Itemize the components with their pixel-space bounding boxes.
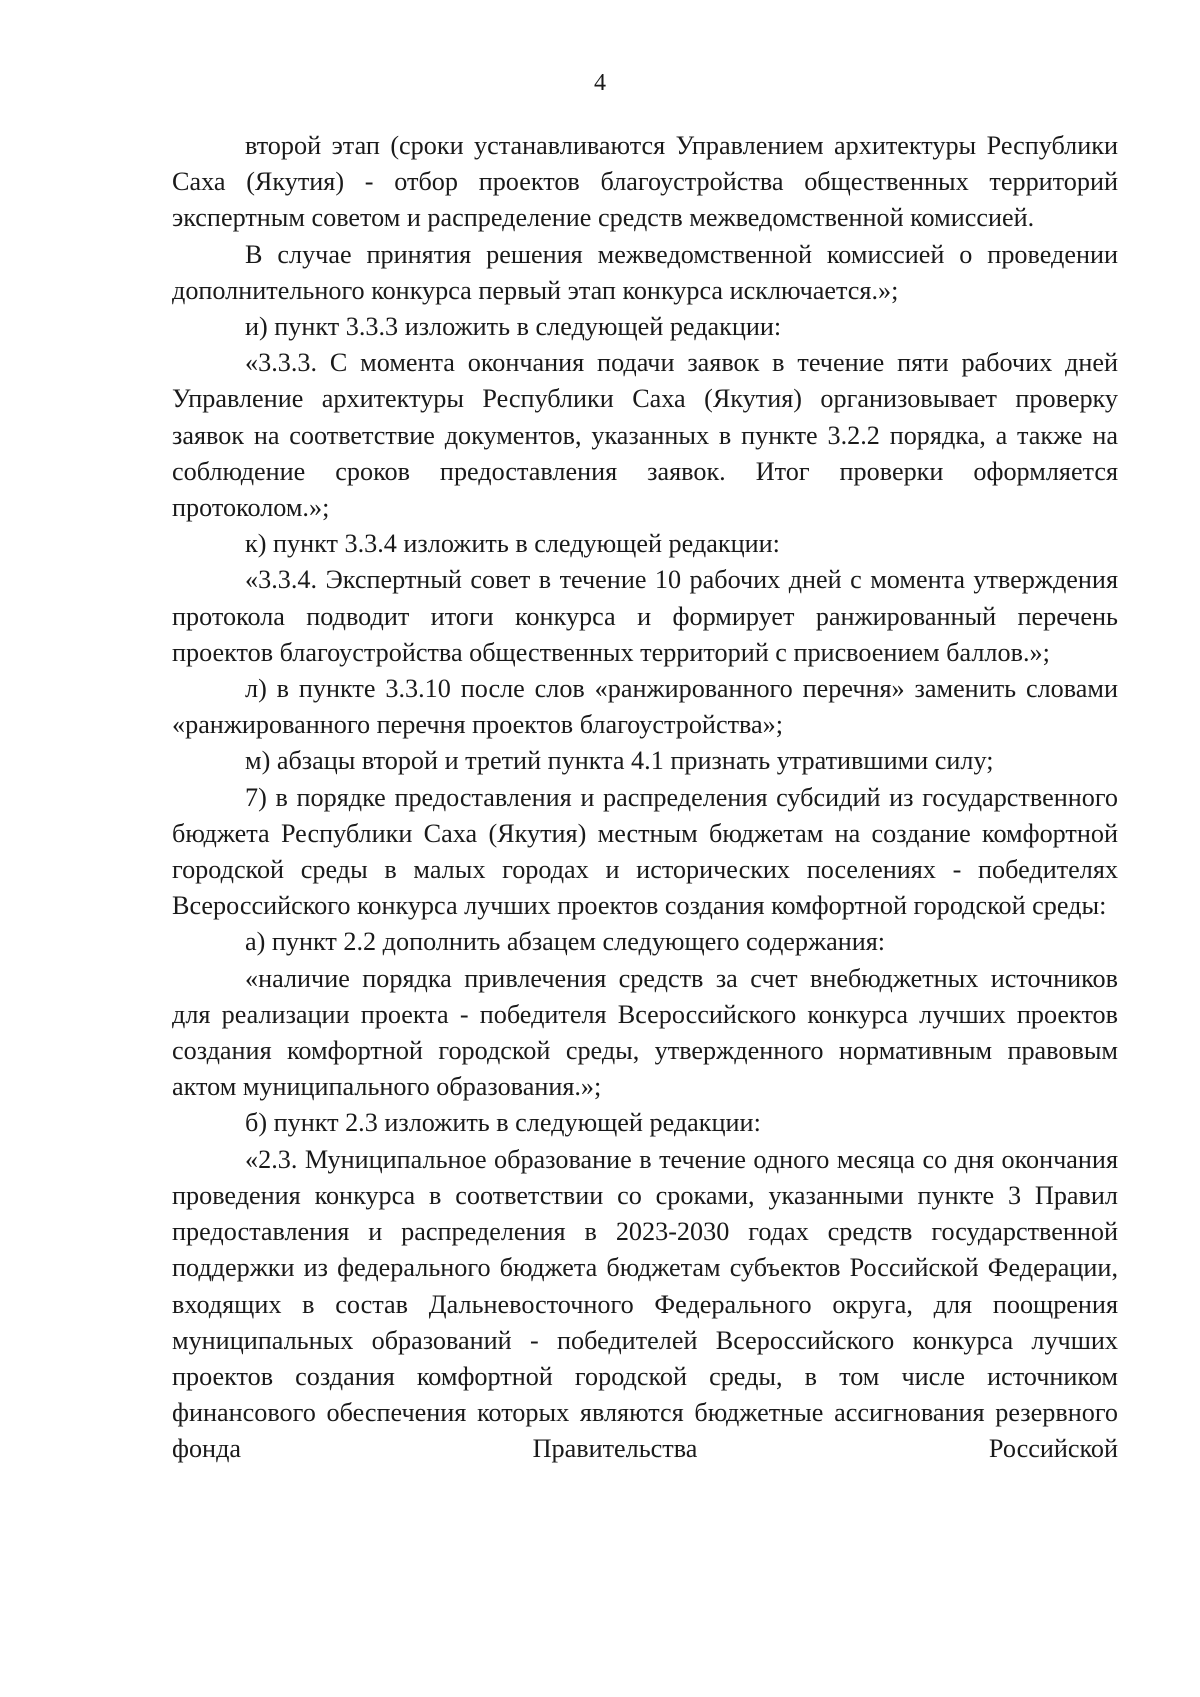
- paragraph-additional-contest: В случае принятия решения межведомственной комиссией о проведении дополнительного конкурса первый этап конкурса исключается.»;: [172, 239, 1118, 305]
- paragraph-item-i: и) пункт 3.3.3 изложить в следующей редакции:: [245, 312, 782, 342]
- paragraph-item-7: 7) в порядке предоставления и распределения субсидий из государственного бюджета Республики Саха (Якутия) местным бюджетам на создание комфортной городской среды в малых городах и исторических поселениях - победителях Всероссийского конкурса лучших проектов создания комфортной городской среды:: [172, 782, 1118, 921]
- paragraph-availability: «наличие порядка привлечения средств за счет внебюджетных источников для реализации проекта - победителя Всероссийского конкурса лучших проектов создания комфортной городской среды, утвержденного нормативным правовым актом муниципального образования.»;: [172, 963, 1118, 1102]
- paragraph-item-m: м) абзацы второй и третий пункта 4.1 признать утратившими силу;: [245, 746, 994, 776]
- page-number: 4: [594, 70, 606, 96]
- paragraph-second-stage: второй этап (сроки устанавливаются Управлением архитектуры Республики Саха (Якутия) - отбор проектов благоустройства общественных территорий экспертным советом и распределение средств межведомственной комиссией.: [172, 131, 1118, 233]
- paragraph-clause-2-3: «2.3. Муниципальное образование в течение одного месяца со дня окончания проведения конкурса в соответствии со сроками, указанными пункте 3 Правил предоставления и распределения в 2023-2030 годах средств государственной поддержки из федерального бюджета бюджетам субъектов Российской Федерации, входящих в состав Дальневосточного Федерального округа, для поощрения муниципальных образований - победителей Всероссийского конкурса лучших проектов создания комфортной городской среды, в том числе источником финансового обеспечения которых являются бюджетные ассигнования резервного фонда Правительства Российской: [172, 1144, 1118, 1464]
- paragraph-item-k: к) пункт 3.3.4 изложить в следующей редакции:: [245, 529, 780, 559]
- paragraph-item-b: б) пункт 2.3 изложить в следующей редакции:: [245, 1108, 761, 1138]
- document-body: [172, 128, 1118, 1468]
- paragraph-item-a: а) пункт 2.2 дополнить абзацем следующего содержания:: [245, 927, 886, 957]
- paragraph-clause-3-3-4: «3.3.4. Экспертный совет в течение 10 рабочих дней с момента утверждения протокола подводит итоги конкурса и формирует ранжированный перечень проектов благоустройства общественных территорий с присвоением баллов.»;: [172, 565, 1118, 667]
- paragraph-clause-3-3-3: «3.3.3. С момента окончания подачи заявок в течение пяти рабочих дней Управление архитектуры Республики Саха (Якутия) организовывает проверку заявок на соответствие документов, указанных в пункте 3.2.2 порядка, а также на соблюдение сроков предоставления заявок. Итог проверки оформляется протоколом.»;: [172, 348, 1118, 523]
- paragraph-item-l: л) в пункте 3.3.10 после слов «ранжированного перечня» заменить словами «ранжированного перечня проектов благоустройства»;: [172, 674, 1118, 740]
